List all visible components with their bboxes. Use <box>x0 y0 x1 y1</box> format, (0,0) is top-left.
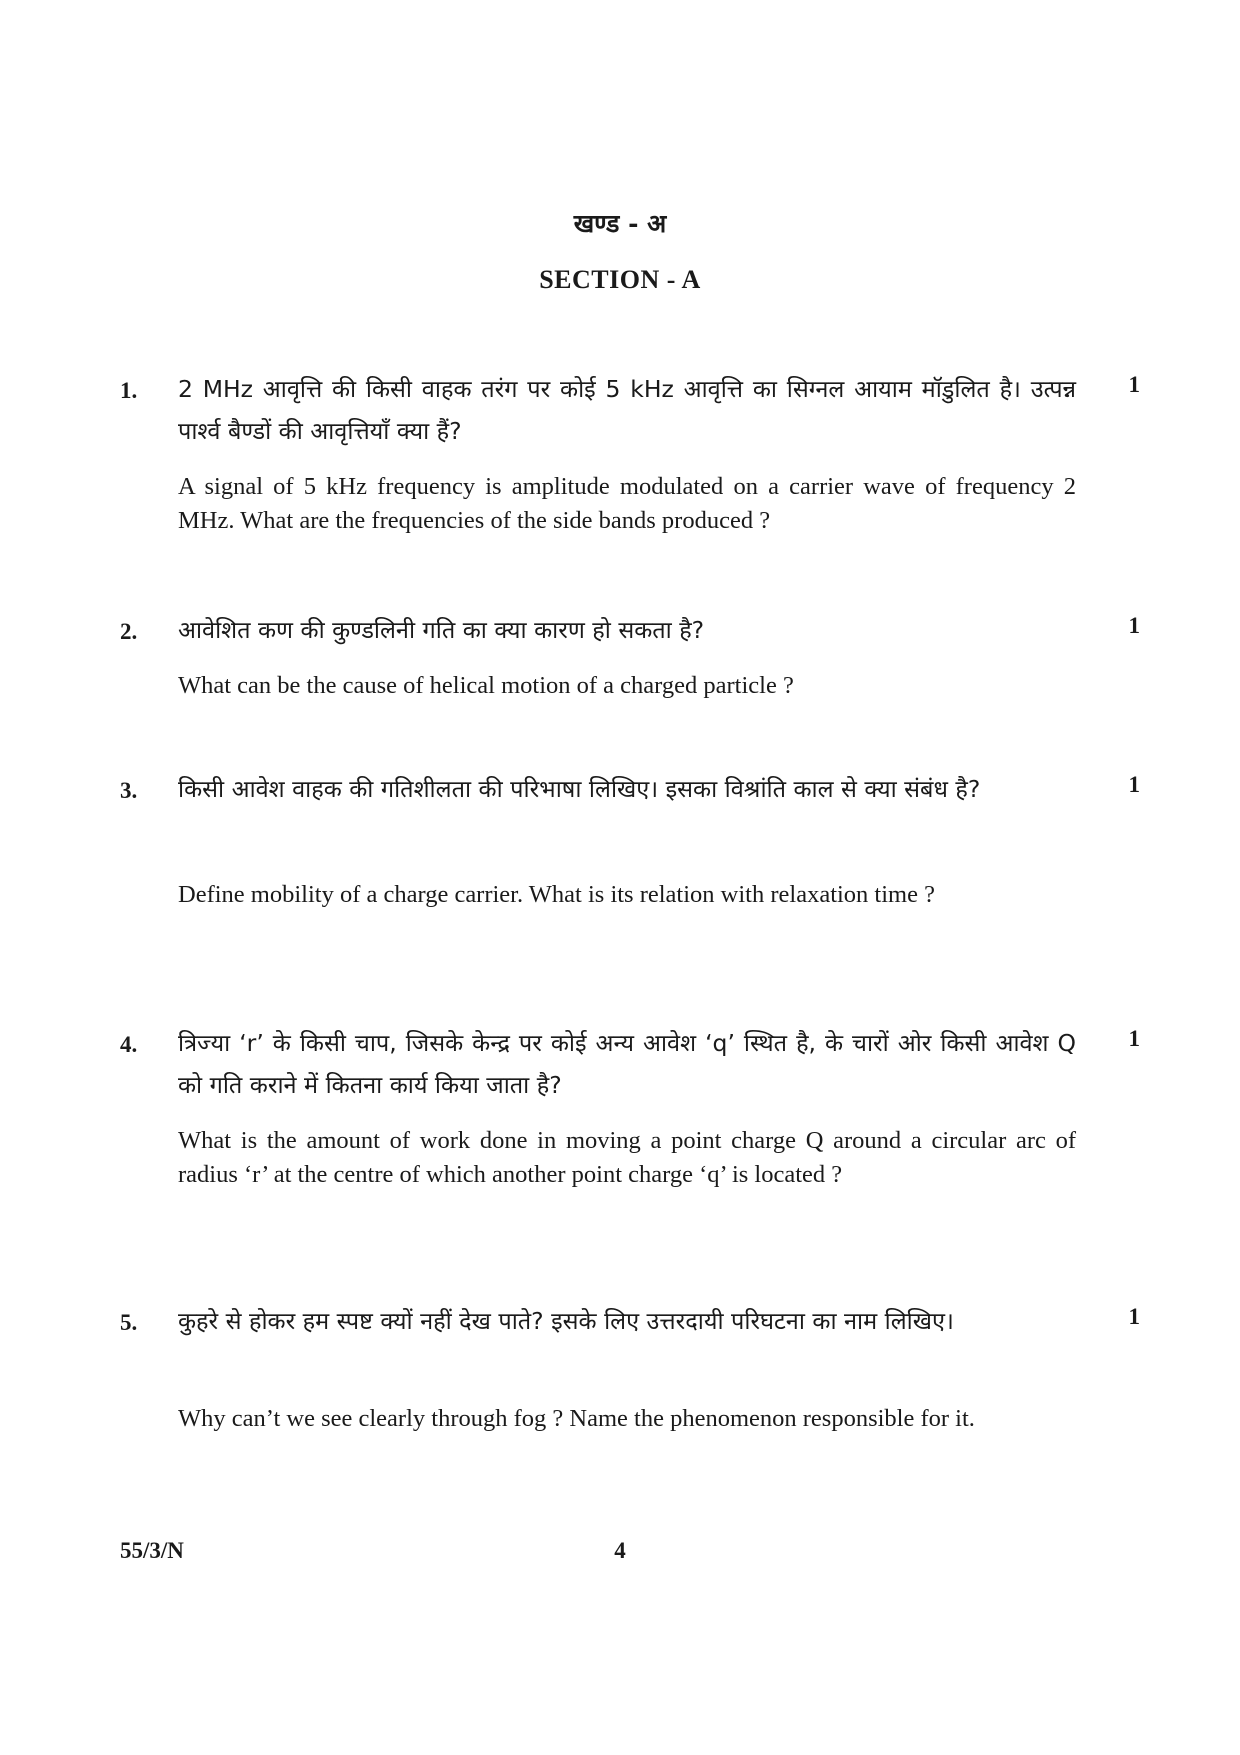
question-marks: 1 <box>1128 772 1140 797</box>
question-text-hindi: आवेशित कण की कुण्डलिनी गति का क्या कारण हो सकता है? <box>178 616 705 644</box>
question-text-hindi: किसी आवेश वाहक की गतिशीलता की परिभाषा लिखिए। इसका विश्रांति काल से क्या संबंध है? <box>178 775 981 803</box>
question-number: 5. <box>120 1310 138 1335</box>
question-number: 3. <box>120 778 138 803</box>
section-heading-english: SECTION - A <box>539 265 701 294</box>
question-marks: 1 <box>1128 372 1140 397</box>
page-number: 4 <box>614 1538 626 1563</box>
question-marks: 1 <box>1128 1026 1140 1051</box>
question-text-english: What can be the cause of helical motion of a charged particle ? <box>178 672 794 699</box>
question-number: 4. <box>120 1032 138 1057</box>
question-text-english: A signal of 5 kHz frequency is amplitude modulated on a carrier wave of frequency 2 MHz. What are the frequencies of the side bands produced ? <box>178 473 1076 534</box>
question-marks: 1 <box>1128 613 1140 638</box>
question-text-hindi: 2 MHz आवृत्ति की किसी वाहक तरंग पर कोई 5 kHz आवृत्ति का सिग्नल आयाम मॉडुलित है। उत्पन्न पार्श्व बैण्डों की आवृत्तियाँ क्या हैं? <box>178 375 1076 445</box>
question-marks: 1 <box>1128 1304 1140 1329</box>
question-text-english: What is the amount of work done in moving a point charge Q around a circular arc of radius ‘r’ at the centre of which another point charge ‘q’ is located ? <box>178 1127 1076 1188</box>
question-text-english: Why can’t we see clearly through fog ? Name the phenomenon responsible for it. <box>178 1405 975 1432</box>
question-text-hindi: कुहरे से होकर हम स्पष्ट क्यों नहीं देख पाते? इसके लिए उत्तरदायी परिघटना का नाम लिखिए। <box>178 1307 954 1335</box>
section-heading-hindi: खण्ड - अ <box>573 209 667 238</box>
question-text-english: Define mobility of a charge carrier. What is its relation with relaxation time ? <box>178 881 935 908</box>
question-number: 2. <box>120 619 138 644</box>
paper-code: 55/3/N <box>120 1538 184 1563</box>
question-text-hindi: त्रिज्या ‘r’ के किसी चाप, जिसके केन्द्र पर कोई अन्य आवेश ‘q’ स्थित है, के चारों ओर किसी आवेश Q को गति कराने में कितना कार्य किया जाता है? <box>178 1029 1076 1099</box>
question-number: 1. <box>120 378 138 403</box>
